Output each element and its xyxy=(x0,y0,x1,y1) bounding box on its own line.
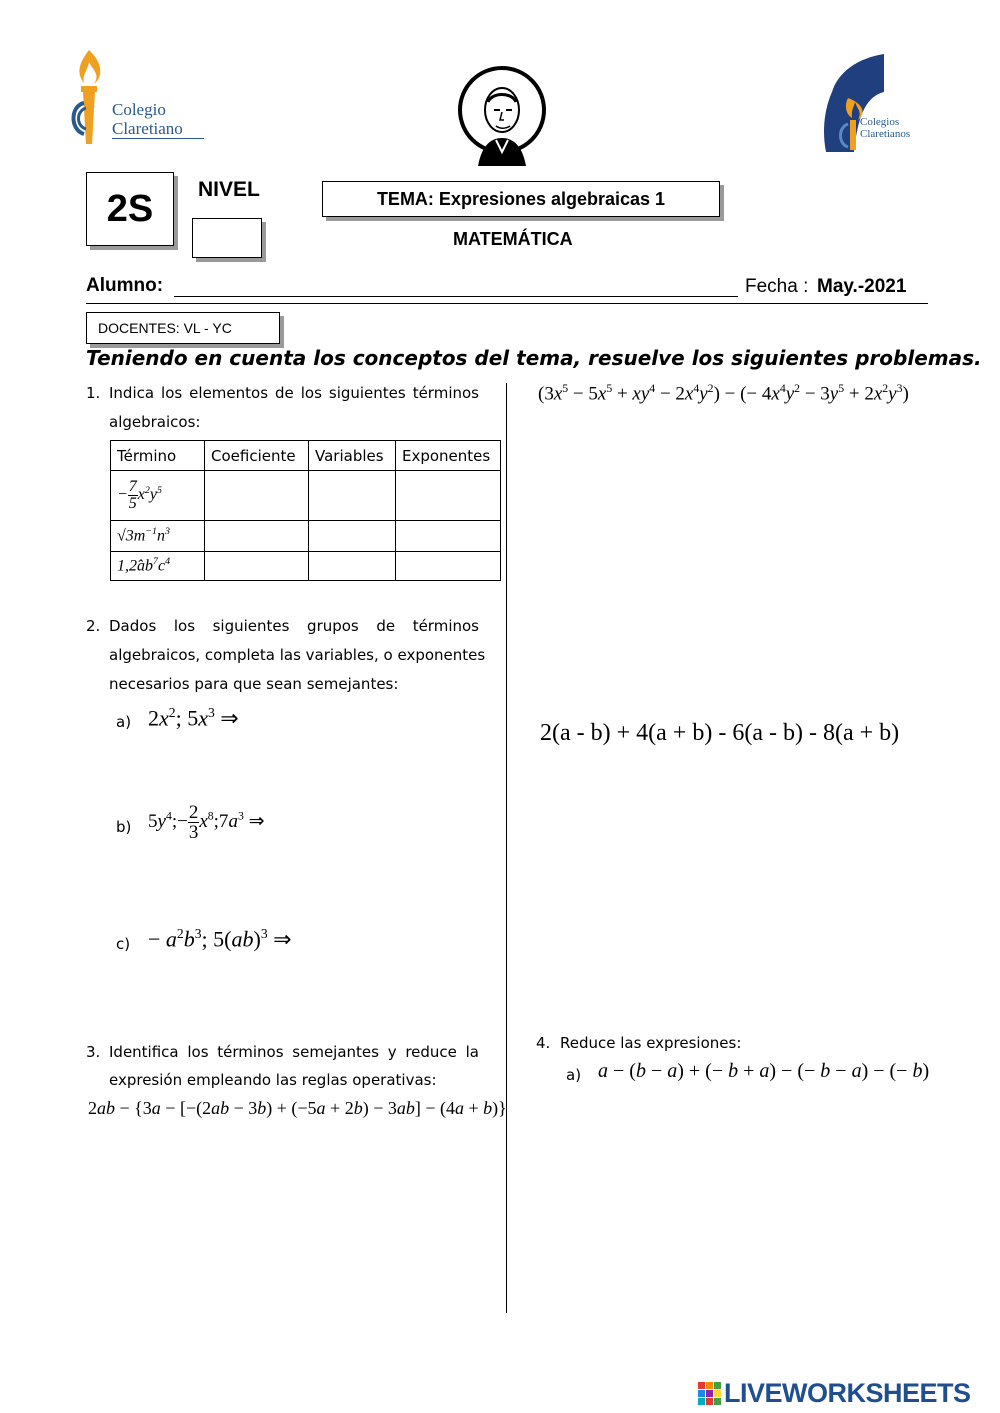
docentes-box xyxy=(86,312,280,344)
table-row xyxy=(111,521,501,552)
logo-left xyxy=(64,48,209,148)
q1-number: 1. xyxy=(86,384,101,402)
coeficiente-input[interactable] xyxy=(205,521,309,552)
table-row xyxy=(111,552,501,581)
col-header-coeficiente: Coeficiente xyxy=(205,441,309,471)
q4-a-expression: a − (b − a) + (− b + a) − (− b − a) − (− b) xyxy=(598,1060,930,1082)
alumno-input-line[interactable] xyxy=(174,296,738,297)
q2-b-expression: $5y^4;-$ $\frac{2}{3}$ $x^8;7a^3$ ⇒ xyxy=(148,802,265,843)
q2-a-label: a) xyxy=(116,713,132,731)
tema-label: TEMA: Expresiones algebraicas 1 xyxy=(376,188,666,209)
q4-text: Reduce las expresiones: xyxy=(560,1034,742,1052)
fecha-label: Fecha : xyxy=(745,276,809,297)
variables-input[interactable] xyxy=(309,471,396,521)
col-header-variables: Variables xyxy=(309,441,396,471)
q2-c-expression: − $a^2b^3$; 5(ab)$^3$ ⇒ xyxy=(148,926,292,952)
nivel-label: NIVEL xyxy=(198,178,260,201)
coeficiente-input[interactable] xyxy=(205,552,309,581)
column-divider xyxy=(506,383,507,1313)
col-header-exponentes: Exponentes xyxy=(396,441,501,471)
logo-right-line2: Claretianos xyxy=(860,128,911,140)
alumno-label: Alumno: xyxy=(86,275,164,296)
logo-left-line1: Colegio xyxy=(112,100,166,119)
exponentes-input[interactable] xyxy=(396,521,501,552)
q2-text-line1: Dados los siguientes grupos de términos xyxy=(109,617,479,635)
grade-label: 2S xyxy=(106,187,154,230)
instructions: Teniendo en cuenta los conceptos del tema, resuelve los siguientes problemas. xyxy=(86,346,982,370)
claretianos-emblem-icon xyxy=(818,52,918,156)
docentes-label: DOCENTES: VL - YC xyxy=(98,320,232,336)
q3-text-line2: expresión empleando las reglas operativas: xyxy=(109,1071,437,1089)
grade-box xyxy=(86,172,174,246)
q1-text-line2: algebraicos: xyxy=(109,413,201,431)
right-expression-2: 2(a - b) + 4(a + b) - 6(a - b) - 8(a + b) xyxy=(540,720,900,746)
term-1: − $\frac{7}{5}$ $x^2y^5$ xyxy=(111,471,205,521)
terms-table xyxy=(110,440,501,581)
q1-text-line1: Indica los elementos de los siguientes términos xyxy=(109,384,479,402)
header-rule xyxy=(86,303,928,304)
q2-c-label: c) xyxy=(116,935,131,953)
logo-right-line1: Colegios xyxy=(860,116,900,128)
nivel-input-box[interactable] xyxy=(192,218,262,258)
footer-brand-text: LIVEWORKSHEETS xyxy=(724,1378,971,1408)
q2-b-label: b) xyxy=(116,818,132,836)
fecha-value: May.-2021 xyxy=(817,276,907,297)
q2-text-line3: necesarios para que sean semejantes: xyxy=(109,675,399,693)
term-3: $1,2̂ab^7c^4$ xyxy=(111,552,205,581)
q2-number: 2. xyxy=(86,617,101,635)
exponentes-input[interactable] xyxy=(396,552,501,581)
q2-text-line2: algebraicos, completa las variables, o exponentes xyxy=(109,646,486,664)
q2-a-expression: $2x^2$; $5x^3$ ⇒ xyxy=(148,705,239,731)
logo-right xyxy=(818,52,918,156)
q3-expression: 2ab − {3a − [−(2ab − 3b) + (−5a + 2b) − 3ab] − (4a + b)} xyxy=(88,1098,507,1118)
q3-text-line1: Identifica los términos semejantes y reduce la xyxy=(109,1043,479,1061)
portrait-seal xyxy=(456,66,548,168)
subject-label: MATEMÁTICA xyxy=(453,229,573,249)
tema-box xyxy=(322,181,720,217)
logo-left-line2: Claretiano xyxy=(112,119,183,138)
table-row xyxy=(111,471,501,521)
q3-number: 3. xyxy=(86,1043,101,1061)
coeficiente-input[interactable] xyxy=(205,471,309,521)
term-2: $√3m^{-1}n^3$ xyxy=(111,521,205,552)
right-expression-1: $(3x^5 - 5x^5 + xy^4 - 2x^4y^2)$ − (− $4x^4y^2 - 3y^5 + 2x^2y^3$) xyxy=(538,382,909,405)
liveworksheets-logo-icon xyxy=(698,1382,722,1406)
variables-input[interactable] xyxy=(309,521,396,552)
footer-brand[interactable] xyxy=(698,1378,971,1409)
col-header-termino: Término xyxy=(111,441,205,471)
torch-icon xyxy=(64,48,114,148)
saint-portrait-icon xyxy=(456,66,548,168)
q4-number: 4. xyxy=(536,1034,551,1052)
variables-input[interactable] xyxy=(309,552,396,581)
q4-a-label: a) xyxy=(566,1066,582,1084)
exponentes-input[interactable] xyxy=(396,471,501,521)
